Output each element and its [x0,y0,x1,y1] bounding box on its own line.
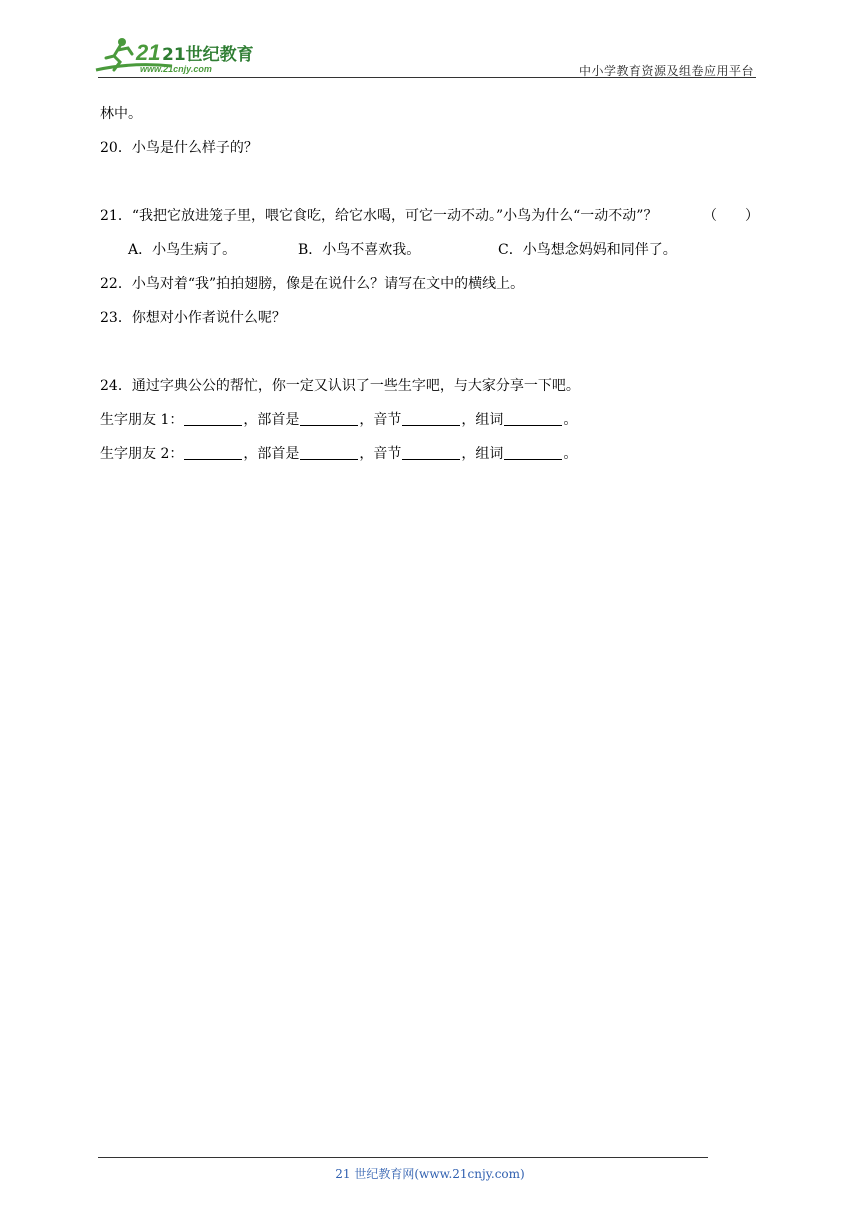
char-friend-label: 生字朋友 1： [100,412,184,428]
char-blank[interactable] [184,445,242,460]
svg-text:21世纪教育: 21世纪教育 [162,45,254,65]
word-blank[interactable] [504,411,562,426]
runner-logo-icon [92,36,262,78]
char-friend-row [100,410,577,430]
footer-link[interactable]: 21 世纪教育网(www.21cnjy.com) [335,1167,525,1181]
footer-divider [98,1157,708,1158]
word-label: ，组词 [461,446,504,462]
question-23: 23．你想对小作者说什么呢？ [100,310,286,326]
svg-text:21: 21 [136,40,161,65]
q21-option-c[interactable]: C．小鸟想念妈妈和同伴了。 [498,242,677,258]
pinyin-blank[interactable] [402,411,460,426]
question-21-answer-paren[interactable]: （ ） [703,208,759,224]
radical-label: ，部首是 [243,412,300,428]
q21-option-b[interactable]: B．小鸟不喜欢我。 [298,242,421,258]
char-blank[interactable] [184,411,242,426]
char-friend-row [100,444,577,464]
pinyin-label: ，音节 [359,446,402,462]
word-blank[interactable] [504,445,562,460]
radical-label: ，部首是 [243,446,300,462]
pinyin-blank[interactable] [402,445,460,460]
svg-text:www.21cnjy.com: www.21cnjy.com [140,64,212,74]
pinyin-label: ，音节 [359,412,402,428]
header-tagline: 中小学教育资源及组卷应用平台 [578,64,754,78]
site-logo[interactable] [92,36,262,78]
radical-blank[interactable] [300,411,358,426]
question-22: 22．小鸟对着“我”拍拍翅膀，像是在说什么？请写在文中的横线上。 [100,276,525,292]
radical-blank[interactable] [300,445,358,460]
question-21: 21．“我把它放进笼子里，喂它食吃，给它水喝，可它一动不动。”小鸟为什么“一动不动”？ [100,208,658,224]
header-divider [98,77,756,78]
row-end: 。 [563,446,578,462]
q21-option-a[interactable]: A．小鸟生病了。 [128,242,237,258]
page-header [0,0,860,80]
continued-text: 林中。 [100,106,142,122]
question-24: 24．通过字典公公的帮忙，你一定又认识了一些生字吧，与大家分享一下吧。 [100,378,580,394]
question-20: 20．小鸟是什么样子的？ [100,140,258,156]
word-label: ，组词 [461,412,504,428]
row-end: 。 [563,412,578,428]
char-friend-label: 生字朋友 2： [100,446,184,462]
